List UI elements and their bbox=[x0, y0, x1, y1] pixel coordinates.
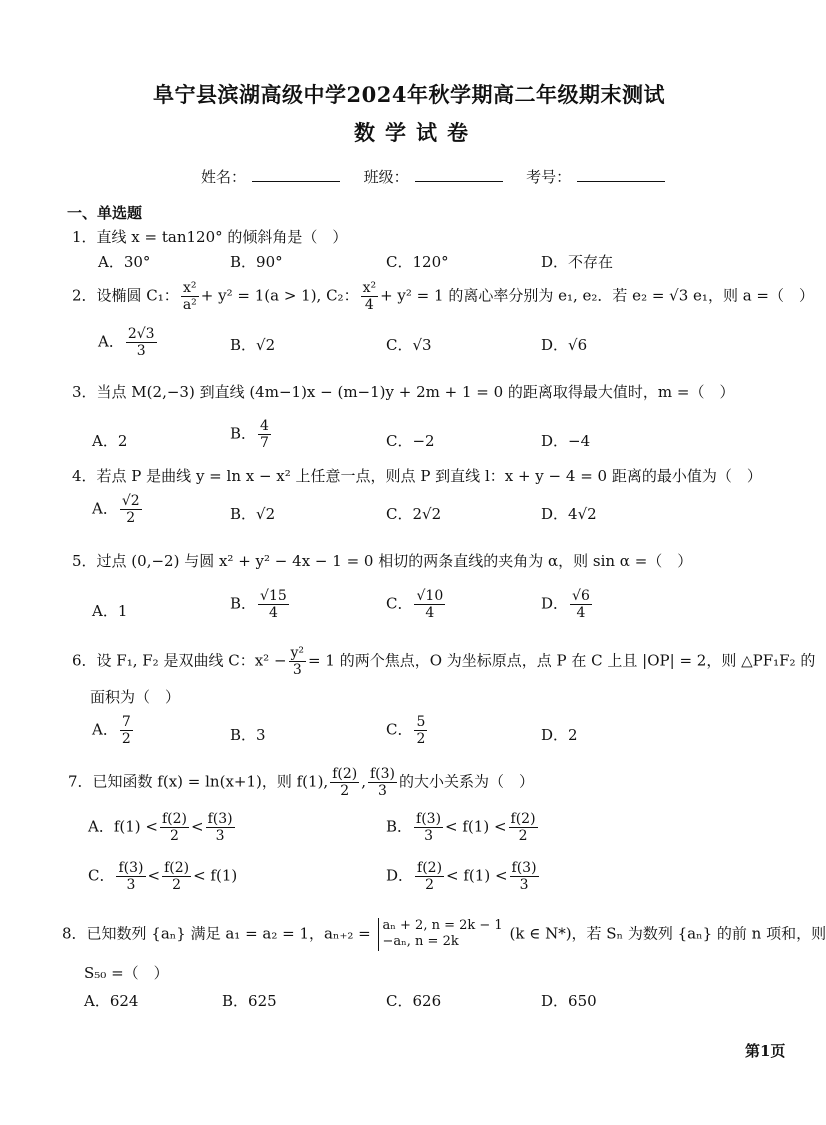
q4-option-c: C．2√2 bbox=[386, 505, 442, 523]
q8-option-c: C．626 bbox=[386, 992, 442, 1010]
q2-stem-mid: + y² = 1(a > 1), C₂： bbox=[200, 286, 359, 305]
page-number: 第1页 bbox=[745, 1042, 786, 1060]
q7-option-d: D． $\frac{f(2)}{2}$ < f(1) < $\frac{f(3)}{3}$ bbox=[386, 860, 537, 894]
name-label: 姓名： bbox=[201, 168, 247, 186]
question-6-stem: 6．设 F₁, F₂ 是双曲线 C：x² − $\frac{\text{y²}}{3}$ = 1 的两个焦点，O 为坐标原点，点 P 在 C 上且 |OP| = 2，则 △PF₁F₂ 的 bbox=[72, 645, 816, 679]
q8-option-b: B．625 bbox=[222, 992, 277, 1010]
q2-stem-post: + y² = 1 的离心率分别为 e₁, e₂．若 e₂ = √3 e₁，则 a =（ ） bbox=[380, 286, 814, 305]
exam-title: 阜宁县滨湖高级中学2024年秋学期高二年级期末测试 bbox=[153, 82, 665, 107]
question-6-stem-line2: 面积为（ ） bbox=[90, 688, 181, 706]
question-1-stem: 1．直线 x = tan120° 的倾斜角是（ ） bbox=[72, 228, 348, 246]
q4-option-b: B．√2 bbox=[230, 505, 276, 523]
q1-option-d: D．不存在 bbox=[541, 253, 614, 271]
question-5-stem: 5．过点 (0,−2) 与圆 x² + y² − 4x − 1 = 0 相切的两条直线的夹角为 α，则 sin α =（ ） bbox=[72, 552, 693, 570]
q5-option-b: B． $\frac{√15}{4}$ bbox=[230, 588, 287, 622]
q2-option-d: D．√6 bbox=[541, 336, 588, 354]
question-3-stem: 3．当点 M(2,−3) 到直线 (4m−1)x − (m−1)y + 2m + 1 = 0 的距离取得最大值时，m =（ ） bbox=[72, 383, 735, 401]
exam-no-blank[interactable] bbox=[577, 167, 665, 182]
q8-option-a: A．624 bbox=[84, 992, 139, 1010]
q6-fraction: $\frac{\text{y²}}{3}$ bbox=[290, 645, 305, 679]
class-label: 班级： bbox=[363, 168, 409, 186]
q4-option-d: D．4√2 bbox=[541, 505, 597, 523]
q2-option-a: A． $\frac{2√3}{3}$ bbox=[98, 326, 155, 360]
q6-option-a: A． $\frac{7}{2}$ bbox=[92, 714, 131, 748]
q7-option-a: A．f(1) < $\frac{f(2)}{2}$ < $\frac{f(3)}{3}$ bbox=[88, 811, 233, 845]
q5-option-a: A．1 bbox=[92, 602, 128, 620]
name-blank[interactable] bbox=[252, 167, 340, 182]
q7-option-b: B． $\frac{f(3)}{3}$ < f(1) < $\frac{f(2)}{2}$ bbox=[386, 811, 536, 845]
q4-option-a: A． $\frac{√2}{2}$ bbox=[92, 493, 140, 527]
q2-fraction-1: $\frac{\text{x²}}{\text{a²}}$ bbox=[182, 280, 197, 314]
q3-option-a: A．2 bbox=[92, 432, 128, 450]
q6-option-b: B．3 bbox=[230, 726, 266, 744]
q5-option-d: D． $\frac{√6}{4}$ bbox=[541, 588, 590, 622]
q1-option-b: B．90° bbox=[230, 253, 283, 271]
q8-option-d: D．650 bbox=[541, 992, 597, 1010]
student-info-row bbox=[201, 166, 665, 187]
question-8-stem: 8．已知数列 {aₙ} 满足 a₁ = a₂ = 1，aₙ₊₂ = aₙ + 2, n = 2k − 1 −aₙ, n = 2k (k ∈ N*)，若 Sₙ 为数列 {aₙ} 的前 n 项和，则 bbox=[62, 918, 826, 950]
q5-option-c: C． $\frac{√10}{4}$ bbox=[386, 588, 444, 622]
q8-piecewise: aₙ + 2, n = 2k − 1 −aₙ, n = 2k bbox=[378, 918, 503, 951]
q3-option-c: C．−2 bbox=[386, 432, 435, 450]
question-2-stem bbox=[72, 280, 814, 313]
class-blank[interactable] bbox=[415, 167, 503, 182]
q1-option-c: C．120° bbox=[386, 253, 449, 271]
section-heading: 一、单选题 bbox=[67, 204, 143, 222]
q2-option-c: C．√3 bbox=[386, 336, 432, 354]
exam-no-label: 考号： bbox=[526, 168, 572, 186]
question-8-stem-line2: S₅₀ =（ ） bbox=[84, 964, 169, 982]
q3-option-b: B． $\frac{4}{7}$ bbox=[230, 418, 269, 452]
q2-fraction-2: $\frac{\text{x²}}{4}$ bbox=[362, 280, 377, 314]
q2-option-b: B．√2 bbox=[230, 336, 276, 354]
q6-option-d: D．2 bbox=[541, 726, 578, 744]
q1-option-a: A．30° bbox=[98, 253, 151, 271]
q3-option-d: D．−4 bbox=[541, 432, 591, 450]
question-7-stem: 7．已知函数 f(x) = ln(x+1)，则 f(1), $\frac{f(2)}{2}$ , $\frac{f(3)}{3}$ 的大小关系为（ ） bbox=[68, 766, 535, 800]
q7-option-c: C． $\frac{f(3)}{3}$ < $\frac{f(2)}{2}$ < f(1) bbox=[88, 860, 238, 894]
q2-stem-pre: 2．设椭圆 C₁： bbox=[72, 286, 179, 305]
exam-subtitle: 数学试卷 bbox=[354, 120, 478, 145]
question-4-stem: 4．若点 P 是曲线 y = ln x − x² 上任意一点，则点 P 到直线 l：x + y − 4 = 0 距离的最小值为（ ） bbox=[72, 467, 762, 485]
q6-option-c: C． $\frac{5}{2}$ bbox=[386, 714, 426, 748]
